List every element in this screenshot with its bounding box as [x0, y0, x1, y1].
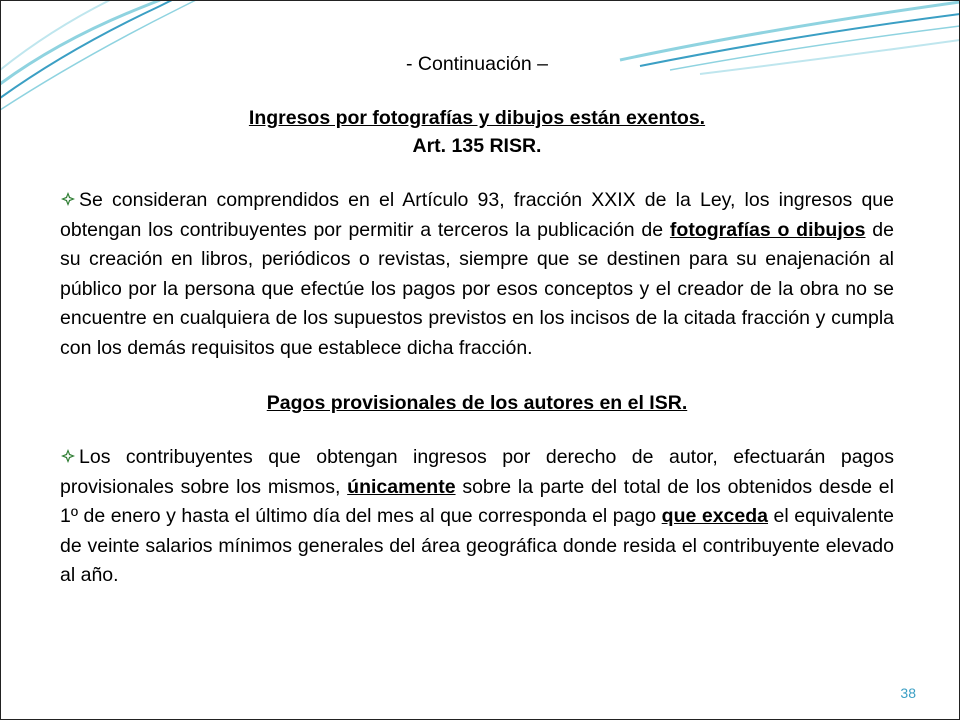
emphasis-que-exceda: que exceda [661, 505, 768, 527]
spacer [60, 78, 894, 104]
spacer [60, 160, 894, 186]
article-reference: Art. 135 RISR. [412, 135, 542, 157]
paragraph-author-payments [60, 443, 894, 591]
paragraph-2-part3: el equivalente de veinte salarios mínimos generales del área geográfica donde resida el contribuyente elevado al año. [60, 505, 894, 586]
heading-exempt-income-text: Ingresos por fotografías y dibujos están exentos. [248, 107, 706, 129]
paragraph-1-after: de su creación en libros, periódicos o revistas, siempre que se destinen para su enajenación al público por la persona que efectúe los pagos por esos conceptos y el creador de la obra no se encuentre en cualquiera de los supuestos previstos en los incisos de la citada fracción y cumpla con los demás requisitos que establece dicha fracción. [60, 218, 894, 359]
heading-provisional-payments-text: Pagos provisionales de los autores en el ISR. [266, 392, 688, 414]
continuation-subtitle: - Continuación – [405, 53, 548, 75]
emphasis-photos-drawings: fotografías o dibujos [669, 218, 866, 241]
paragraph-2-part1: Los contribuyentes que obtengan ingresos por derecho de autor, efectuarán pagos provisionales sobre los mismos, [60, 446, 894, 498]
diamond-bullet-icon [60, 448, 76, 464]
spacer [60, 363, 894, 389]
slide-content [60, 50, 894, 591]
spacer [60, 417, 894, 443]
paragraph-photos-drawings [60, 186, 894, 363]
emphasis-unicamente: únicamente [347, 475, 456, 498]
paragraph-2-part2: sobre la parte del total de los obtenidos desde el 1º de enero y hasta el último día del mes al que corresponda el pago [60, 475, 894, 527]
page-number: 38 [900, 685, 916, 701]
heading-exempt-income [60, 104, 894, 132]
heading-provisional-payments [60, 389, 894, 417]
diamond-bullet-icon [60, 191, 76, 207]
paragraph-1-before: Se consideran comprendidos en el Artículo 93, fracción XXIX de la Ley, los ingresos que obtengan los contribuyentes por permitir a terceros la publicación de [60, 189, 894, 241]
